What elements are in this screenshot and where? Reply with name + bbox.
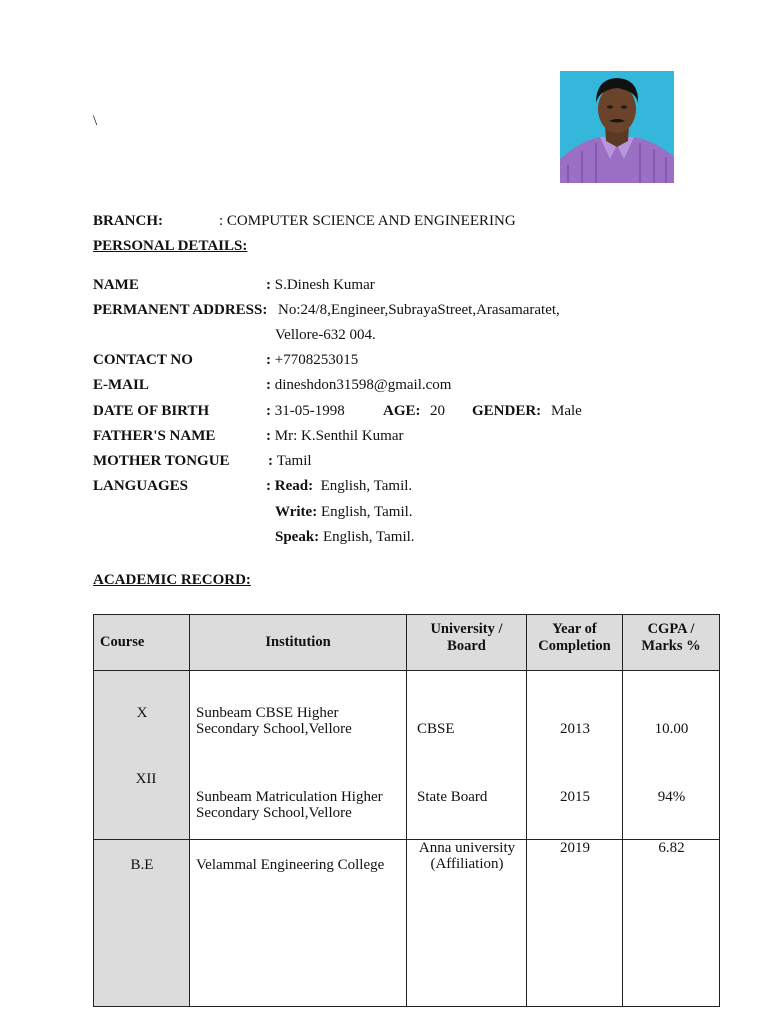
- board-be: Anna university (Affiliation): [418, 840, 516, 872]
- board-x: CBSE: [417, 721, 455, 737]
- email-value: : dineshdon31598@gmail.com: [266, 377, 452, 393]
- institution-cell-school: [190, 671, 407, 840]
- course-cell-school: [94, 671, 190, 840]
- institution-cell-be: [190, 840, 407, 1007]
- academic-table: [93, 614, 720, 1007]
- table-row: [94, 671, 720, 840]
- table-row: [94, 840, 720, 1007]
- table-header-row: [94, 615, 720, 671]
- father-value: : Mr: K.Senthil Kumar: [266, 428, 404, 444]
- name-label: NAME: [93, 277, 139, 293]
- gender-value: Male: [551, 403, 582, 419]
- course-xii: XII: [135, 771, 157, 787]
- father-label: FATHER'S NAME: [93, 428, 216, 444]
- year-x: 2013: [560, 721, 590, 737]
- board-cell-be: [407, 840, 527, 1007]
- board-xii: State Board: [417, 789, 488, 805]
- address-line-1: No:24/8,Engineer,SubrayaStreet,Arasamaratet,: [278, 302, 560, 318]
- branch-label: BRANCH:: [93, 213, 163, 229]
- institution-xii: Sunbeam Matriculation Higher Secondary School,Vellore: [196, 789, 383, 821]
- institution-be: Velammal Engineering College: [196, 857, 385, 873]
- address-label: PERMANENT ADDRESS:: [93, 302, 268, 318]
- course-cell-be: [94, 840, 190, 1007]
- year-cell-be: [527, 840, 623, 1007]
- header-marks: CGPA / Marks %: [623, 615, 720, 671]
- year-cell-school: [527, 671, 623, 840]
- name-value: : S.Dinesh Kumar: [266, 277, 375, 293]
- institution-x: Sunbeam CBSE Higher Secondary School,Vellore: [196, 705, 352, 737]
- marks-be: 6.82: [658, 840, 685, 856]
- header-year: Year of Completion: [527, 615, 623, 671]
- marks-cell-school: [623, 671, 720, 840]
- course-be: B.E: [130, 857, 154, 873]
- personal-details-heading: PERSONAL DETAILS:: [93, 238, 248, 254]
- languages-label: LANGUAGES: [93, 478, 189, 494]
- stray-mark: \: [93, 113, 98, 129]
- header-course: Course: [94, 615, 190, 671]
- profile-photo: [560, 71, 674, 183]
- board-cell-school: [407, 671, 527, 840]
- dob-label: DATE OF BIRTH: [93, 403, 210, 419]
- branch-value: : COMPUTER SCIENCE AND ENGINEERING: [219, 213, 516, 229]
- academic-record-heading: ACADEMIC RECORD:: [93, 572, 251, 588]
- dob-value: : 31-05-1998: [266, 403, 345, 419]
- marks-xii: 94%: [657, 789, 686, 805]
- contact-value: : +7708253015: [266, 352, 359, 368]
- languages-speak: Speak: English, Tamil.: [275, 529, 415, 545]
- age-value: 20: [430, 403, 445, 419]
- course-x: X: [136, 705, 148, 721]
- address-line-2: Vellore-632 004.: [275, 327, 376, 343]
- marks-cell-be: [623, 840, 720, 1007]
- contact-label: CONTACT NO: [93, 352, 193, 368]
- year-be: 2019: [560, 840, 590, 856]
- header-board: University / Board: [407, 615, 527, 671]
- tongue-label: MOTHER TONGUE: [93, 453, 230, 469]
- languages-write: Write: English, Tamil.: [275, 504, 413, 520]
- year-xii: 2015: [560, 789, 590, 805]
- gender-label: GENDER:: [472, 403, 542, 419]
- age-label: AGE:: [383, 403, 421, 419]
- marks-x: 10.00: [654, 721, 689, 737]
- email-label: E-MAIL: [93, 377, 149, 393]
- tongue-value: : Tamil: [268, 453, 312, 469]
- languages-read: : Read: English, Tamil.: [266, 478, 413, 494]
- header-institution: Institution: [190, 615, 407, 671]
